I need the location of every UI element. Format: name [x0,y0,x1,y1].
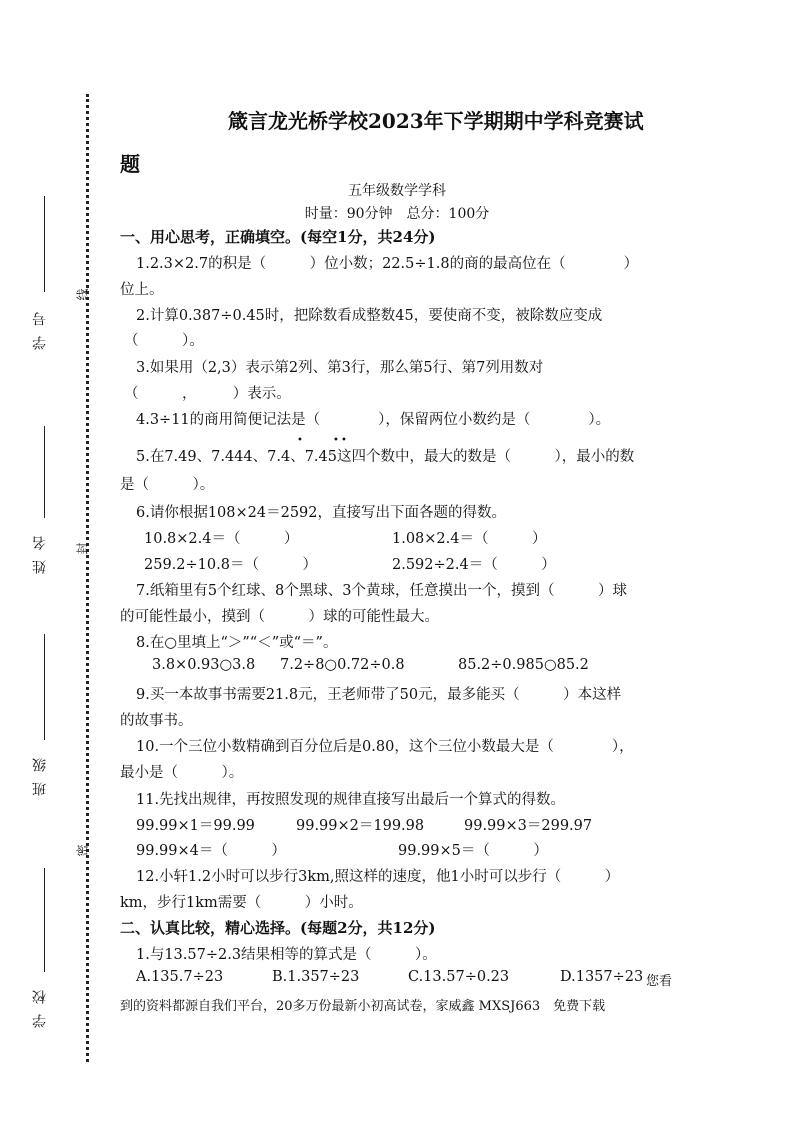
q6-item: 1.08×2.4＝（ ） [392,531,547,547]
ad-text-line: 到的资料都源自我们平台，20多万份最新小初高试卷，家威鑫 MXSJ663 免费下载 [120,999,606,1014]
q1-line1: 1.2.3×2.7的积是（ ）位小数；22.5÷1.8的商的最高位在（ ） [136,256,639,272]
q11-item: 99.99×1＝99.99 [136,818,255,834]
q11-item: 99.99×2＝199.98 [296,818,425,834]
q2-line2: （ ）。 [124,333,204,349]
student-id-label: 学号 [32,302,48,350]
q3-line2: （ ， ）表示。 [124,386,291,402]
section1-heading: 一、用心思考，正确填空。(每空1分，共24分) [120,228,436,246]
q4-line: 4.3÷11的商用简便记法是（ ），保留两位小数约是（ ）。 [136,412,611,428]
q2-line1: 2.计算0.387÷0.45时，把除数看成整数45，要使商不变，被除数应变成 [136,308,603,324]
name-label: 姓名 [32,526,48,574]
q10-line2: 最小是（ ）。 [120,765,244,781]
q6-item: 2.592÷2.4＝（ ） [392,557,556,573]
binding-dotted-line [86,94,89,1062]
q9-line1: 9.买一本故事书需要21.8元，王老师带了50元，最多能买（ ）本这样 [136,687,622,703]
seal-char-secret: 密 [75,844,90,857]
q8-item: 7.2÷8○0.72÷0.8 [280,657,405,673]
q5-line1: 5.在7.49、7.444、7.4、7.45这四个数中，最大的数是（ ），最小的数 [136,449,635,465]
q6-line: 6.请你根据108×24＝2592，直接写出下面各题的得数。 [136,505,507,521]
q6-item: 10.8×2.4＝（ ） [144,531,299,547]
q9-line2: 的故事书。 [120,713,193,729]
s2-q1-option-b: B.1.357÷23 [272,969,360,985]
s2-q1-option-a: A.135.7÷23 [136,969,224,985]
q3-line1: 3.如果用（2,3）表示第2列、第3行，那么第5行、第7列用数对 [136,360,544,376]
repeat-dot: • [341,435,347,446]
school-line [44,868,45,972]
class-line [44,634,45,740]
time-score-line: 时量：90分钟 总分：100分 [304,206,490,222]
page-title: 箴言龙光桥学校2023年下学期期中学科竞赛试 [228,109,644,133]
seal-char-line: 线 [75,288,90,301]
q5-line2: 是（ ）。 [120,477,215,493]
repeat-dot: • [333,435,339,446]
section2-heading: 二、认真比较，精心选择。(每题2分，共12分) [120,919,436,937]
q8-item: 85.2÷0.985○85.2 [458,657,589,673]
q6-item: 259.2÷10.8＝（ ） [144,557,317,573]
q11-item: 99.99×3＝299.97 [464,818,593,834]
s2-q1-option-c: C.13.57÷0.23 [408,969,510,985]
school-label: 学校 [32,980,48,1028]
q11-line: 11.先找出规律，再按照发现的规律直接写出最后一个算式的得数。 [136,792,566,808]
ad-text-inline: 您看 [646,974,673,989]
q8-item: 3.8×0.93○3.8 [152,657,256,673]
repeat-dot: • [297,435,303,446]
q11-item: 99.99×4＝（ ） [136,843,286,859]
q12-line2: km，步行1km需要（ ）小时。 [120,895,363,911]
q7-line1: 7.纸箱里有5个红球、8个黑球、3个黄球，任意摸出一个，摸到（ ）球 [136,583,628,599]
q7-line2: 的可能性最小，摸到（ ）球的可能性最大。 [120,609,439,625]
page-title-continued: 题 [120,152,140,176]
s2-q1-line: 1.与13.57÷2.3结果相等的算式是（ ）。 [136,947,437,963]
subject-line: 五年级数学学科 [348,183,446,199]
s2-q1-option-d: D.1357÷23 [560,969,644,985]
seal-char-seal: 封 [75,542,90,555]
q11-item: 99.99×5＝（ ） [398,843,548,859]
q1-line2: 位上。 [120,282,164,298]
class-label: 班级 [32,748,48,796]
q12-line1: 12.小轩1.2小时可以步行3km,照这样的速度，他1小时可以步行（ ） [136,869,620,885]
name-line [44,426,45,518]
q8-line: 8.在○里填上“＞”“＜”或“＝”。 [136,635,338,651]
q10-line1: 10.一个三位小数精确到百分位后是0.80，这个三位小数最大是（ ）， [136,739,634,755]
